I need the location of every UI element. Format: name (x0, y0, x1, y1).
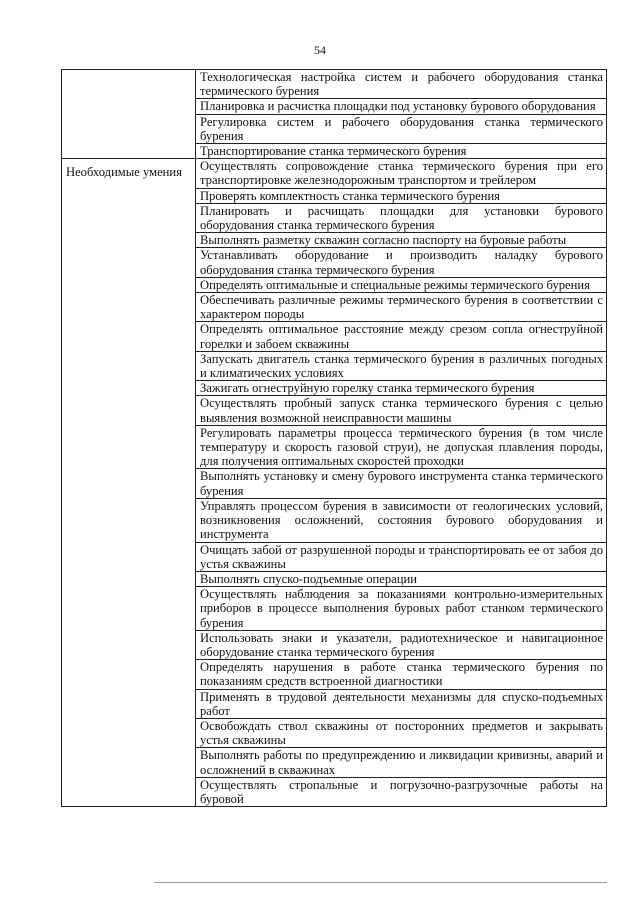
skill-item: Применять в трудовой деятельности механизмы для спуско-подъемных работ (196, 689, 607, 718)
skill-item: Осуществлять стропальные и погрузочно-разгрузочные работы на буровой (196, 777, 607, 806)
page-number: 54 (314, 43, 326, 57)
skill-item: Выполнять спуско-подъемные операции (196, 571, 607, 586)
work-item: Планировка и расчистка площадки под установку бурового оборудования (196, 99, 607, 114)
skill-item: Выполнять установку и смену бурового инструмента станка термического бурения (196, 469, 607, 498)
skills-table-body (62, 70, 607, 807)
skill-item: Управлять процессом бурения в зависимости от геологических условий, возникновения осложнений, состояния бурового оборудования и инструмента (196, 498, 607, 542)
skill-item: Запускать двигатель станка термического бурения в различных погодных и климатических условиях (196, 351, 607, 380)
work-item: Технологическая настройка систем и рабочего оборудования станка термического бурения (196, 70, 607, 99)
work-item: Транспортирование станка термического бурения (196, 144, 607, 159)
section-label-cell (62, 159, 196, 807)
table-row (62, 70, 607, 99)
skill-item: Обеспечивать различные режимы термического бурения в соответствии с характером породы (196, 293, 607, 322)
skill-item: Регулировать параметры процесса термического бурения (в том числе температуру и скорость газовой струи), не допуская плавления породы, для получения оптимальных скоростей проходки (196, 425, 607, 469)
skill-item: Осуществлять наблюдения за показаниями контрольно-измерительных приборов в процессе выполнения буровых работ станком термического бурения (196, 587, 607, 631)
skill-item: Проверять комплектность станка термического бурения (196, 188, 607, 203)
skill-item: Осуществлять пробный запуск станка термического бурения с целью выявления возможной неисправности машины (196, 396, 607, 425)
empty-label-cell (62, 70, 196, 159)
skill-item: Определять нарушения в работе станка термического бурения по показаниям средств встроенной диагностики (196, 660, 607, 689)
skill-item: Выполнять работы по предупреждению и ликвидации кривизны, аварий и осложнений в скважинах (196, 748, 607, 777)
bottom-rule (154, 882, 607, 883)
skill-item: Выполнять разметку скважин согласно паспорту на буровые работы (196, 233, 607, 248)
skill-item: Определять оптимальное расстояние между срезом сопла огнеструйной горелки и забоем скважины (196, 322, 607, 351)
skills-table (61, 69, 607, 807)
skill-item: Зажигать огнеструйную горелку станка термического бурения (196, 381, 607, 396)
skill-item: Освобождать ствол скважины от посторонних предметов и закрывать устья скважины (196, 718, 607, 747)
skill-item: Использовать знаки и указатели, радиотехническое и навигационное оборудование станка термического бурения (196, 630, 607, 659)
section-label: Необходимые умения (66, 165, 182, 180)
skill-item: Определять оптимальные и специальные режимы термического бурения (196, 277, 607, 292)
skill-item: Очищать забой от разрушенной породы и транспортировать ее от забоя до устья скважины (196, 542, 607, 571)
table-row (62, 159, 607, 188)
skill-item: Осуществлять сопровождение станка термического бурения при его транспортировке железнодорожным транспортом и трейлером (196, 159, 607, 188)
work-item: Регулировка систем и рабочего оборудования станка термического бурения (196, 114, 607, 143)
skill-item: Планировать и расчищать площадки для установки бурового оборудования станка термического бурения (196, 203, 607, 232)
skill-item: Устанавливать оборудование и производить наладку бурового оборудования станка термического бурения (196, 248, 607, 277)
